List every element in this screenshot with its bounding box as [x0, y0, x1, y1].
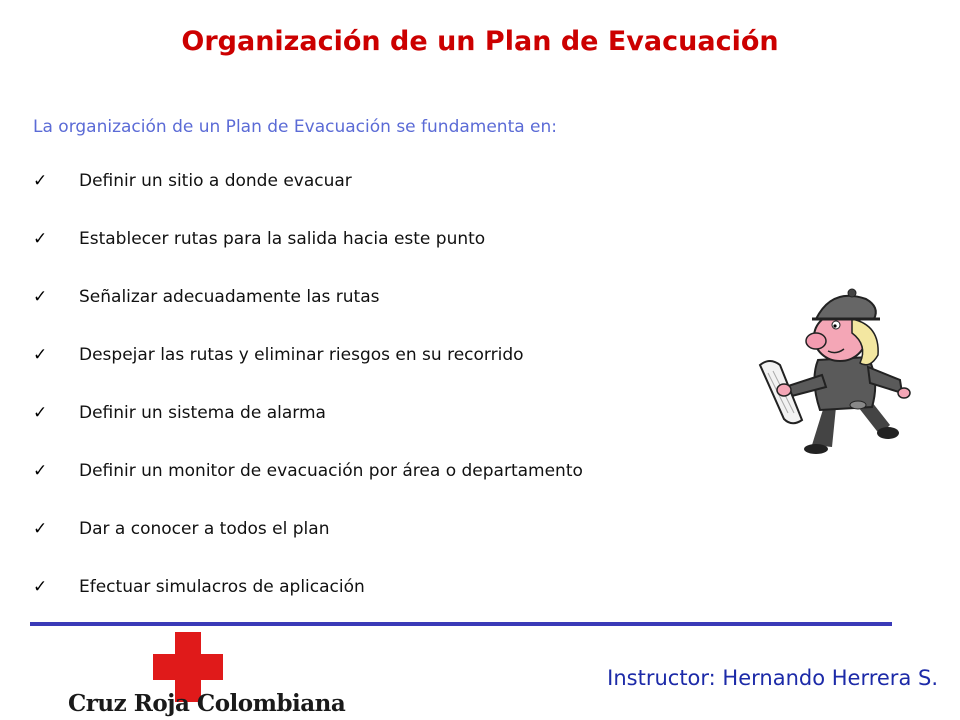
checkmark-icon: ✓: [33, 287, 48, 307]
list-item: [33, 518, 583, 576]
checkmark-icon: ✓: [33, 345, 48, 365]
list-item: [33, 228, 583, 286]
list-item-text: Despejar las rutas y eliminar riesgos en su recorrido: [79, 345, 524, 365]
checkmark-icon: ✓: [33, 403, 48, 423]
list-item: [33, 344, 583, 402]
list-item: [33, 460, 583, 518]
list-item-text: Efectuar simulacros de aplicación: [79, 577, 365, 597]
list-item-text: Dar a conocer a todos el plan: [79, 519, 330, 539]
list-item-text: Definir un sistema de alarma: [79, 403, 326, 423]
intro-text: La organización de un Plan de Evacuación se fundamenta en:: [33, 117, 558, 137]
list-item-text: Señalizar adecuadamente las rutas: [79, 287, 380, 307]
list-item-text: Definir un sitio a donde evacuar: [79, 171, 352, 191]
checkmark-icon: ✓: [33, 577, 48, 597]
checkmark-icon: ✓: [33, 229, 48, 249]
organization-name: Cruz Roja Colombiana: [68, 690, 346, 717]
list-item: [33, 170, 583, 228]
list-item: [33, 402, 583, 460]
checkmark-icon: ✓: [33, 461, 48, 481]
checkmark-icon: ✓: [33, 519, 48, 539]
list-item-text: Definir un monitor de evacuación por área o departamento: [79, 461, 583, 481]
list-item: [33, 286, 583, 344]
checkmark-icon: ✓: [33, 171, 48, 191]
divider-rule: [30, 622, 892, 626]
slide-title: Organización de un Plan de Evacuación: [181, 26, 779, 57]
instructor-credit: Instructor: Hernando Herrera S.: [607, 666, 938, 690]
cartoon-worker-illustration: [740, 285, 915, 460]
checklist: [33, 170, 583, 634]
list-item-text: Establecer rutas para la salida hacia este punto: [79, 229, 486, 249]
